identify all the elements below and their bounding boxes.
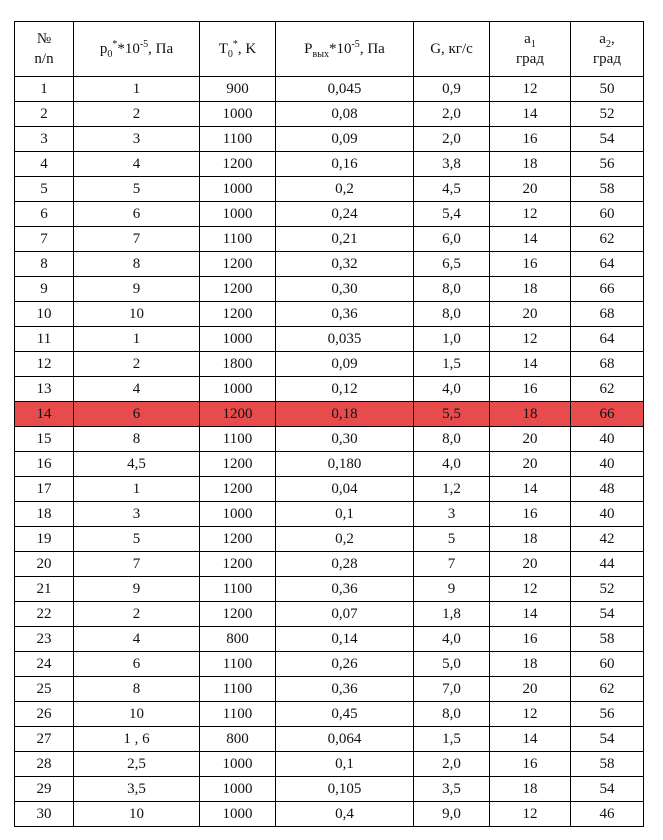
cell-g-value: 4,0 [414,627,490,652]
cell-t0-value: 1100 [200,702,276,727]
cell-p-out-value: 0,36 [276,677,414,702]
cell-p0-value: 5 [74,177,200,202]
cell-row-number: 14 [15,402,74,427]
cell-a2-value: 54 [571,602,644,627]
table-row-highlighted [15,402,644,427]
header-p-out-unit: , Па [359,41,385,57]
cell-p0-value: 1 [74,477,200,502]
cell-t0-value: 1000 [200,377,276,402]
cell-row-number: 4 [15,152,74,177]
cell-t0-value: 1800 [200,352,276,377]
cell-row-number: 27 [15,727,74,752]
cell-a2-value: 40 [571,427,644,452]
header-p0-star: * [112,39,118,50]
cell-p0-value: 2 [74,602,200,627]
table-row [15,777,644,802]
cell-t0-value: 1200 [200,402,276,427]
cell-p-out-value: 0,45 [276,702,414,727]
cell-a2-value: 64 [571,252,644,277]
cell-row-number: 21 [15,577,74,602]
cell-row-number: 16 [15,452,74,477]
cell-p-out-value: 0,30 [276,277,414,302]
cell-a2-value: 52 [571,102,644,127]
cell-t0-value: 1000 [200,327,276,352]
cell-row-number: 11 [15,327,74,352]
cell-p0-value: 7 [74,552,200,577]
cell-p-out-value: 0,18 [276,402,414,427]
header-a1 [490,22,571,77]
cell-p0-value: 9 [74,577,200,602]
cell-p-out-value: 0,035 [276,327,414,352]
cell-p0-value: 4,5 [74,452,200,477]
header-a2-unit: град [593,51,621,67]
cell-row-number: 29 [15,777,74,802]
cell-p-out-value: 0,14 [276,627,414,652]
cell-p0-value: 8 [74,427,200,452]
table-row [15,102,644,127]
cell-t0-value: 1000 [200,752,276,777]
cell-p-out-value: 0,1 [276,752,414,777]
cell-g-value: 8,0 [414,702,490,727]
header-a1-sub: 1 [530,39,536,50]
cell-a2-value: 68 [571,302,644,327]
header-p0-exp: -5 [139,39,149,50]
table-row [15,77,644,102]
cell-row-number: 13 [15,377,74,402]
cell-g-value: 6,0 [414,227,490,252]
cell-t0-value: 1000 [200,802,276,827]
cell-g-value: 5,0 [414,652,490,677]
cell-t0-value: 1000 [200,177,276,202]
table-row [15,327,644,352]
cell-t0-value: 1100 [200,127,276,152]
cell-a1-value: 14 [490,477,571,502]
cell-g-value: 5,4 [414,202,490,227]
cell-a1-value: 18 [490,152,571,177]
header-a1-main: a [524,31,531,47]
cell-a2-value: 62 [571,677,644,702]
cell-g-value: 2,0 [414,127,490,152]
cell-p0-value: 2 [74,102,200,127]
cell-g-value: 4,0 [414,377,490,402]
cell-g-value: 3,5 [414,777,490,802]
cell-t0-value: 1200 [200,452,276,477]
cell-a1-value: 16 [490,377,571,402]
table-row [15,552,644,577]
cell-a2-value: 58 [571,752,644,777]
cell-t0-value: 1000 [200,202,276,227]
header-number-sign: № [36,31,52,47]
cell-a1-value: 20 [490,302,571,327]
table-row [15,477,644,502]
header-g: G, кг/с [414,22,490,77]
cell-row-number: 8 [15,252,74,277]
cell-p0-value: 4 [74,152,200,177]
table-row [15,677,644,702]
cell-p0-value: 1 [74,77,200,102]
cell-row-number: 15 [15,427,74,452]
cell-a1-value: 20 [490,427,571,452]
header-t0-star: * [232,39,238,50]
cell-p-out-value: 0,4 [276,802,414,827]
header-t0-unit: , K [237,41,257,57]
header-p0 [74,22,200,77]
cell-a1-value: 14 [490,102,571,127]
cell-p0-value: 3,5 [74,777,200,802]
cell-row-number: 7 [15,227,74,252]
cell-t0-value: 1200 [200,302,276,327]
cell-a1-value: 16 [490,252,571,277]
cell-p0-value: 6 [74,202,200,227]
cell-g-value: 1,5 [414,352,490,377]
cell-row-number: 23 [15,627,74,652]
cell-p0-value: 6 [74,652,200,677]
header-t0 [200,22,276,77]
header-p-out-main: P [304,41,313,57]
cell-a2-value: 52 [571,577,644,602]
header-t0-main: T [218,41,228,57]
cell-row-number: 20 [15,552,74,577]
cell-p-out-value: 0,09 [276,127,414,152]
cell-g-value: 5,5 [414,402,490,427]
cell-p-out-value: 0,36 [276,302,414,327]
header-p0-main: p [99,41,108,57]
cell-a1-value: 14 [490,727,571,752]
cell-a2-value: 68 [571,352,644,377]
cell-p-out-value: 0,2 [276,177,414,202]
cell-a1-value: 18 [490,402,571,427]
cell-p-out-value: 0,045 [276,77,414,102]
cell-t0-value: 1200 [200,252,276,277]
table-row [15,577,644,602]
cell-p-out-value: 0,064 [276,727,414,752]
cell-t0-value: 1100 [200,227,276,252]
table-row [15,427,644,452]
cell-g-value: 7 [414,552,490,577]
cell-p0-value: 6 [74,402,200,427]
cell-a2-value: 66 [571,402,644,427]
cell-row-number: 26 [15,702,74,727]
header-p0-unit: , Па [148,41,174,57]
cell-p0-value: 4 [74,627,200,652]
cell-p0-value: 3 [74,502,200,527]
cell-a2-value: 54 [571,127,644,152]
table-row [15,177,644,202]
cell-a1-value: 12 [490,702,571,727]
cell-g-value: 1,0 [414,327,490,352]
cell-g-value: 5 [414,527,490,552]
cell-g-value: 9 [414,577,490,602]
cell-a2-value: 40 [571,452,644,477]
cell-p-out-value: 0,28 [276,552,414,577]
cell-p0-value: 5 [74,527,200,552]
header-a1-symbol [490,29,570,49]
table-row [15,252,644,277]
cell-p0-value: 4 [74,377,200,402]
cell-a1-value: 16 [490,752,571,777]
cell-g-value: 4,5 [414,177,490,202]
cell-a1-value: 20 [490,177,571,202]
header-a2 [571,22,644,77]
cell-row-number: 5 [15,177,74,202]
cell-row-number: 10 [15,302,74,327]
header-p-out-rest: *10 [328,41,352,57]
table-header [15,22,644,77]
table-row [15,127,644,152]
cell-g-value: 7,0 [414,677,490,702]
cell-g-value: 3 [414,502,490,527]
cell-a2-value: 48 [571,477,644,502]
cell-a1-value: 20 [490,552,571,577]
cell-a1-value: 18 [490,277,571,302]
header-a2-comma: , [610,31,615,47]
cell-p0-value: 1 [74,327,200,352]
cell-p-out-value: 0,36 [276,577,414,602]
table-row [15,352,644,377]
cell-a2-value: 46 [571,802,644,827]
table-row [15,802,644,827]
table-row [15,527,644,552]
cell-a1-value: 14 [490,352,571,377]
cell-g-value: 1,8 [414,602,490,627]
cell-a2-value: 58 [571,627,644,652]
cell-t0-value: 1200 [200,552,276,577]
header-a2-main: a [599,31,606,47]
cell-p-out-value: 0,1 [276,502,414,527]
cell-t0-value: 1000 [200,102,276,127]
cell-a2-value: 42 [571,527,644,552]
parameters-table [14,21,644,827]
cell-t0-value: 1200 [200,152,276,177]
cell-a2-value: 62 [571,377,644,402]
cell-row-number: 22 [15,602,74,627]
header-p-out-sub: вых [312,49,329,60]
cell-a2-value: 60 [571,202,644,227]
cell-a1-value: 12 [490,802,571,827]
cell-p-out-value: 0,08 [276,102,414,127]
cell-g-value: 2,0 [414,752,490,777]
cell-a2-value: 40 [571,502,644,527]
cell-p0-value: 3 [74,127,200,152]
header-a2-symbol [571,29,643,49]
header-p0-rest: *10 [117,41,140,57]
cell-row-number: 12 [15,352,74,377]
cell-a1-value: 16 [490,627,571,652]
cell-a1-value: 12 [490,77,571,102]
cell-a2-value: 64 [571,327,644,352]
cell-t0-value: 900 [200,77,276,102]
cell-a2-value: 58 [571,177,644,202]
cell-row-number: 2 [15,102,74,127]
table-row [15,752,644,777]
cell-p-out-value: 0,16 [276,152,414,177]
cell-p-out-value: 0,105 [276,777,414,802]
cell-g-value: 8,0 [414,302,490,327]
cell-row-number: 6 [15,202,74,227]
table-row [15,727,644,752]
cell-a2-value: 54 [571,777,644,802]
cell-g-value: 4,0 [414,452,490,477]
header-a2-sub: 2 [605,39,611,50]
cell-g-value: 2,0 [414,102,490,127]
cell-a1-value: 18 [490,527,571,552]
cell-g-value: 3,8 [414,152,490,177]
cell-g-value: 8,0 [414,427,490,452]
cell-a1-value: 16 [490,127,571,152]
cell-a2-value: 62 [571,227,644,252]
cell-a1-value: 18 [490,777,571,802]
cell-p-out-value: 0,04 [276,477,414,502]
table-row [15,277,644,302]
table-row [15,627,644,652]
cell-row-number: 28 [15,752,74,777]
cell-p0-value: 9 [74,277,200,302]
cell-t0-value: 1100 [200,652,276,677]
cell-a2-value: 44 [571,552,644,577]
cell-a1-value: 12 [490,577,571,602]
cell-p-out-value: 0,07 [276,602,414,627]
cell-t0-value: 1100 [200,427,276,452]
cell-t0-value: 1200 [200,527,276,552]
table-row [15,502,644,527]
cell-p0-value: 2 [74,352,200,377]
cell-a1-value: 20 [490,677,571,702]
cell-p0-value: 8 [74,677,200,702]
cell-g-value: 1,5 [414,727,490,752]
header-row-number [15,22,74,77]
cell-a2-value: 56 [571,152,644,177]
cell-a2-value: 50 [571,77,644,102]
cell-row-number: 25 [15,677,74,702]
cell-t0-value: 1200 [200,477,276,502]
cell-g-value: 1,2 [414,477,490,502]
cell-t0-value: 1200 [200,277,276,302]
header-p0-sub: 0 [107,49,113,60]
cell-t0-value: 1000 [200,777,276,802]
cell-a2-value: 60 [571,652,644,677]
cell-t0-value: 1200 [200,602,276,627]
cell-p-out-value: 0,180 [276,452,414,477]
cell-p0-value: 2,5 [74,752,200,777]
header-t0-sub: 0 [227,49,233,60]
cell-a1-value: 20 [490,452,571,477]
cell-p-out-value: 0,09 [276,352,414,377]
cell-g-value: 8,0 [414,277,490,302]
cell-g-value: 6,5 [414,252,490,277]
cell-p-out-value: 0,24 [276,202,414,227]
header-row [15,22,644,77]
cell-row-number: 1 [15,77,74,102]
table-body [15,77,644,827]
table-row [15,227,644,252]
cell-p0-value: 10 [74,702,200,727]
cell-row-number: 9 [15,277,74,302]
cell-a1-value: 18 [490,652,571,677]
cell-a2-value: 56 [571,702,644,727]
cell-a1-value: 16 [490,502,571,527]
cell-p-out-value: 0,26 [276,652,414,677]
header-p-out-exp: -5 [351,39,360,50]
cell-a1-value: 14 [490,227,571,252]
cell-p0-value: 10 [74,802,200,827]
cell-a2-value: 54 [571,727,644,752]
table-row [15,302,644,327]
cell-p0-value: 10 [74,302,200,327]
cell-a1-value: 14 [490,602,571,627]
cell-g-value: 9,0 [414,802,490,827]
cell-a2-value: 66 [571,277,644,302]
cell-p0-value: 1 , 6 [74,727,200,752]
cell-p-out-value: 0,32 [276,252,414,277]
cell-p-out-value: 0,30 [276,427,414,452]
cell-p-out-value: 0,21 [276,227,414,252]
cell-t0-value: 1100 [200,677,276,702]
cell-t0-value: 1100 [200,577,276,602]
cell-a1-value: 12 [490,202,571,227]
cell-a1-value: 12 [490,327,571,352]
cell-p-out-value: 0,2 [276,527,414,552]
table-row [15,202,644,227]
header-p-out [276,22,414,77]
cell-p0-value: 8 [74,252,200,277]
table-row [15,702,644,727]
cell-t0-value: 800 [200,727,276,752]
cell-t0-value: 1000 [200,502,276,527]
cell-row-number: 19 [15,527,74,552]
table-row [15,652,644,677]
cell-g-value: 0,9 [414,77,490,102]
header-number-abbrev: n/n [34,51,54,67]
cell-p-out-value: 0,12 [276,377,414,402]
cell-t0-value: 800 [200,627,276,652]
table-row [15,377,644,402]
table-row [15,452,644,477]
cell-row-number: 30 [15,802,74,827]
cell-row-number: 18 [15,502,74,527]
cell-p0-value: 7 [74,227,200,252]
table-row [15,602,644,627]
header-a1-unit: град [516,51,544,67]
table-row [15,152,644,177]
cell-row-number: 17 [15,477,74,502]
cell-row-number: 3 [15,127,74,152]
cell-row-number: 24 [15,652,74,677]
